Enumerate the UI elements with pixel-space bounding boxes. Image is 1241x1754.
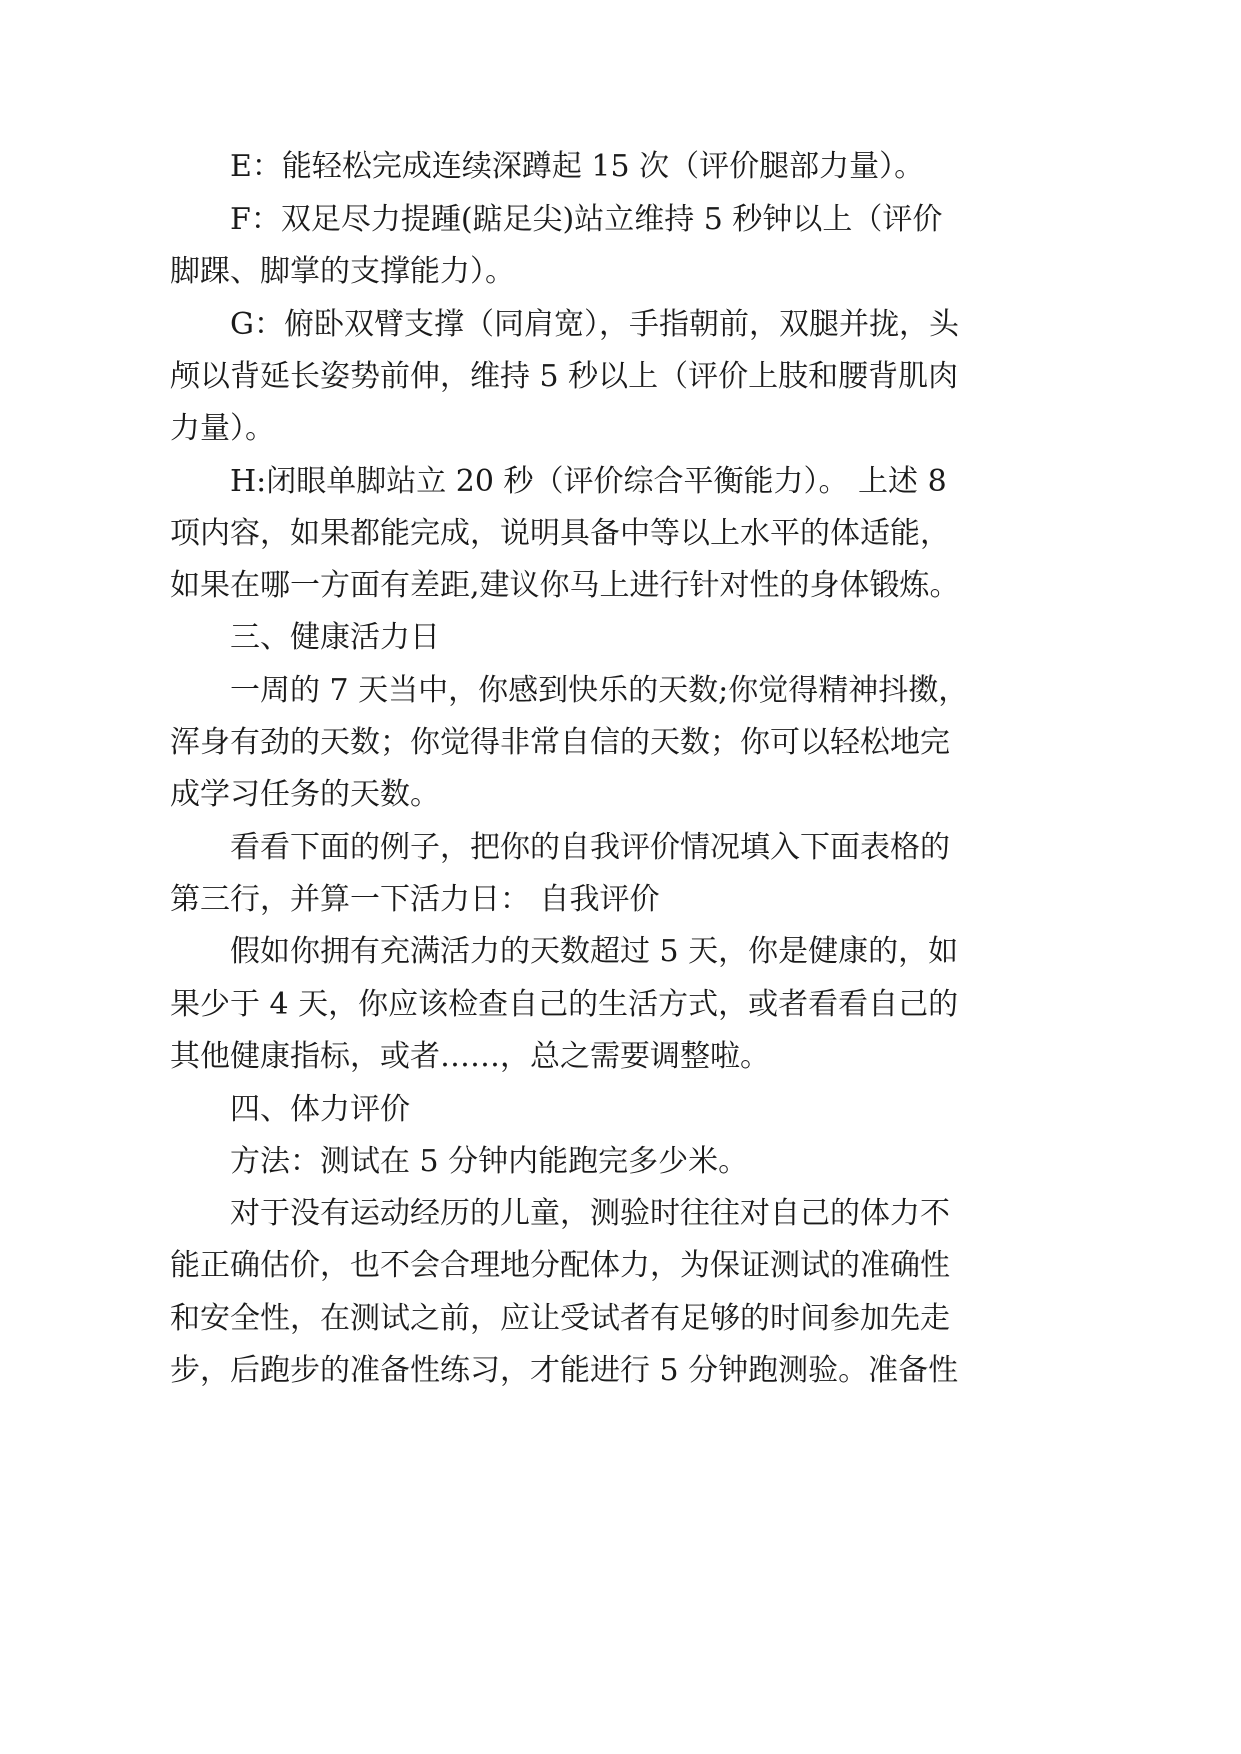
text-line: 步，后跑步的准备性练习，才能进行 5 分钟跑测验。准备性 (170, 1353, 959, 1388)
text-line: 看看下面的例子，把你的自我评价情况填入下面表格的 (230, 830, 950, 865)
text-line: 能正确估价，也不会合理地分配体力，为保证测试的准确性 (170, 1248, 950, 1283)
text-line: 浑身有劲的天数；你觉得非常自信的天数；你可以轻松地完 (170, 725, 950, 760)
text-line: 第三行，并算一下活力日： 自我评价 (170, 882, 660, 917)
text-line: G：俯卧双臂支撑（同肩宽），手指朝前，双腿并拢，头 (230, 307, 959, 342)
text-line: 项内容，如果都能完成，说明具备中等以上水平的体适能， (170, 516, 950, 551)
text-line: 成学习任务的天数。 (170, 777, 440, 812)
text-line: 方法：测试在 5 分钟内能跑完多少米。 (230, 1144, 749, 1179)
text-line: E：能轻松完成连续深蹲起 15 次（评价腿部力量）。 (230, 149, 925, 184)
text-line: F：双足尽力提踵(踮足尖)站立维持 5 秒钟以上（评价 (230, 202, 943, 237)
text-line: 假如你拥有充满活力的天数超过 5 天，你是健康的，如 (230, 934, 959, 969)
section-heading: 三、健康活力日 (230, 620, 440, 655)
text-line: H:闭眼单脚站立 20 秒（评价综合平衡能力）。 上述 8 (230, 464, 947, 499)
text-line: 颅以背延长姿势前伸，维持 5 秒以上（评价上肢和腰背肌肉 (170, 359, 959, 394)
text-line: 脚踝、脚掌的支撑能力）。 (170, 254, 515, 289)
text-line: 力量）。 (170, 411, 275, 446)
section-heading: 四、体力评价 (230, 1092, 410, 1127)
text-line: 果少于 4 天，你应该检查自己的生活方式，或者看看自己的 (170, 987, 959, 1022)
text-line: 其他健康指标，或者……，总之需要调整啦。 (170, 1039, 770, 1074)
text-line: 对于没有运动经历的儿童，测验时往往对自己的体力不 (230, 1196, 950, 1231)
text-line: 一周的 7 天当中，你感到快乐的天数;你觉得精神抖擞， (230, 673, 969, 708)
text-line: 如果在哪一方面有差距,建议你马上进行针对性的身体锻炼。 (170, 568, 960, 603)
text-line: 和安全性，在测试之前，应让受试者有足够的时间参加先走 (170, 1301, 950, 1336)
